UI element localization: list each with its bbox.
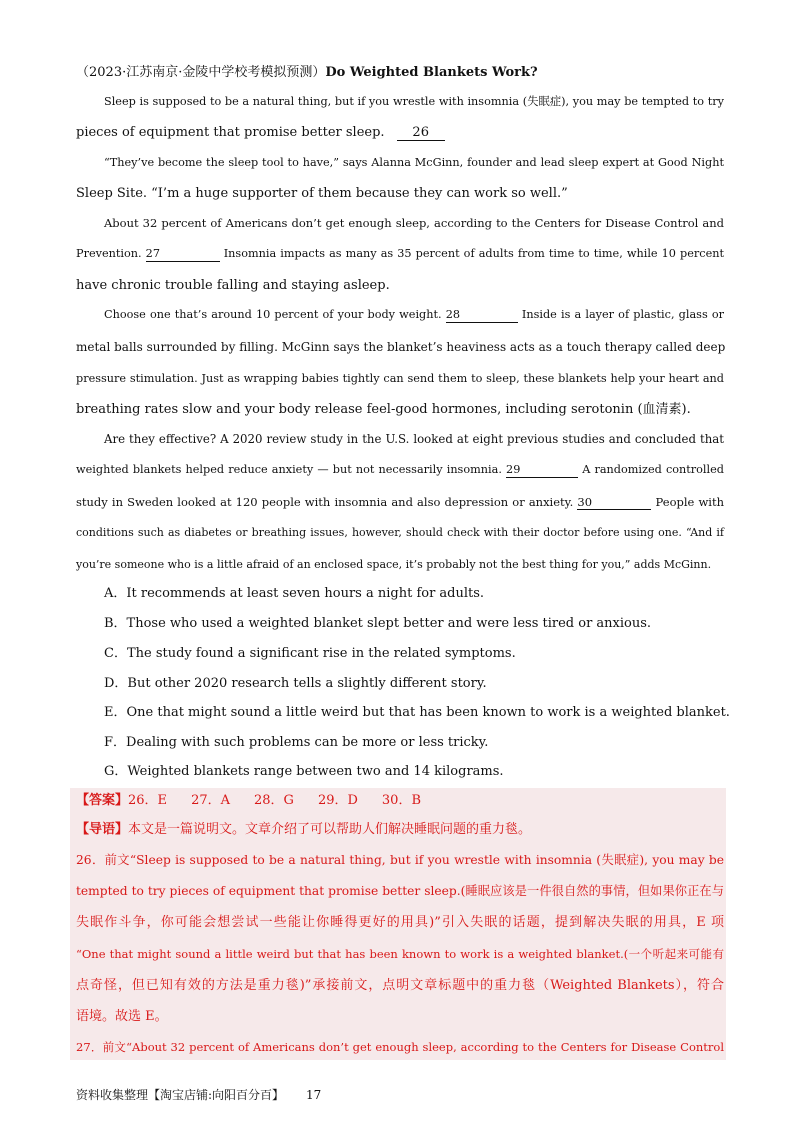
- answer-26: 26．E: [128, 793, 168, 808]
- answer-30: 30．B: [381, 793, 422, 808]
- answer-29: 29．D: [317, 793, 358, 808]
- paragraph-4-line-4: breathing rates slow and your body release feel-good hormones, including serotonin (血清素).: [76, 402, 691, 417]
- paragraph-5-line-2: weighted blankets helped reduce anxiety — but not necessarily insomnia. 29 A randomized controlled: [76, 463, 724, 476]
- explanation-line-3: 失眠作斗争，你可能会想尝试一些能让你睡得更好的用具)”引入失眠的话题，提到解决失眠的用具，E 项: [76, 915, 724, 930]
- passage-title: [76, 64, 724, 82]
- paragraph-5-line-5: you’re someone who is a little afraid of an enclosed space, it’s probably not the best thing for you,” adds McGinn.: [76, 558, 712, 571]
- option-f: F．Dealing with such problems can be more or less tricky.: [104, 735, 489, 750]
- title-heading: Do Weighted Blankets Work?: [325, 65, 538, 80]
- explanation-line-4: “One that might sound a little weird but that has been known to work is a weighted blanket.(一个听起来可能有: [76, 947, 724, 961]
- explanation-line-1: 26．前文“Sleep is supposed to be a natural thing, but if you wrestle with insomnia (失眠症), you may be: [76, 853, 724, 867]
- option-c: C．The study found a significant rise in the related symptoms.: [104, 646, 516, 661]
- paragraph-1-line-2: pieces of equipment that promise better sleep. 26: [76, 124, 724, 142]
- paragraph-4-line-1: Choose one that’s around 10 percent of your body weight. 28 Inside is a layer of plastic, glass or: [104, 308, 725, 321]
- blank-28: 28: [446, 308, 518, 323]
- paragraph-2-line-1: “They’ve become the sleep tool to have,” says Alanna McGinn, founder and lead sleep expert at Good Night: [104, 156, 724, 169]
- answer-27: 27．A: [191, 793, 230, 808]
- title-source: （2023·江苏南京·金陵中学校考模拟预测）: [76, 65, 326, 80]
- paragraph-3-line-2: Prevention. 27 Insomnia impacts as many as 35 percent of adults from time to time, while 10 percent: [76, 247, 725, 260]
- explanation-line-7: 27．前文“About 32 percent of Americans don’t get enough sleep, according to the Centers for Disease Control: [76, 1040, 724, 1054]
- option-a: A．It recommends at least seven hours a night for adults.: [104, 586, 485, 601]
- paragraph-3-line-3: have chronic trouble falling and staying asleep.: [76, 278, 390, 293]
- paragraph-5-line-1: Are they effective? A 2020 review study in the U.S. looked at eight previous studies and concluded that: [104, 432, 724, 446]
- paragraph-2-line-2: Sleep Site. “I’m a huge supporter of them because they can work so well.”: [76, 186, 568, 201]
- option-b: B．Those who used a weighted blanket slept better and were less tired or anxious.: [104, 616, 652, 631]
- page-number: 17: [306, 1088, 322, 1102]
- guide-text: 本文是一篇说明文。文章介绍了可以帮助人们解决睡眠问题的重力毯。: [128, 822, 532, 837]
- paragraph-1-line-1: Sleep is supposed to be a natural thing, but if you wrestle with insomnia (失眠症), you may be tempted to try: [104, 95, 724, 108]
- footer-source: 资料收集整理【淘宝店铺:向阳百分百】: [76, 1088, 285, 1102]
- guide: [76, 821, 724, 839]
- paragraph-4-line-3: pressure stimulation. Just as wrapping babies tightly can send them to sleep, these blankets help your heart and: [76, 372, 724, 385]
- explanation-line-5: 点奇怪，但已知有效的方法是重力毯)”承接前文，点明文章标题中的重力毯（Weighted Blankets），符合: [76, 978, 724, 993]
- page-footer: [76, 1087, 321, 1103]
- guide-label: 【导语】: [76, 822, 129, 837]
- answer-label: 【答案】: [76, 793, 129, 808]
- answer-key: [76, 792, 724, 810]
- option-e: E．One that might sound a little weird but that has been known to work is a weighted blanket.: [104, 705, 730, 720]
- explanation-line-2: tempted to try pieces of equipment that promise better sleep.(睡眠应该是一件很自然的事情，但如果你正在与: [76, 884, 724, 898]
- paragraph-5-line-3: study in Sweden looked at 120 people with insomnia and also depression or anxiety. 30 People with: [76, 495, 725, 509]
- blank-27: 27: [146, 247, 220, 262]
- blank-26: 26: [397, 126, 445, 141]
- explanation-line-6: 语境。故选 E。: [76, 1009, 168, 1024]
- answer-28: 28．G: [254, 793, 294, 808]
- blank-29: 29: [506, 463, 578, 478]
- option-g: G．Weighted blankets range between two and 14 kilograms.: [104, 764, 504, 779]
- paragraph-5-line-4: conditions such as diabetes or breathing issues, however, should check with their doctor before using one. “And if: [76, 526, 724, 539]
- paragraph-3-line-1: About 32 percent of Americans don’t get enough sleep, according to the Centers for Disease Control and: [104, 216, 724, 230]
- option-d: D．But other 2020 research tells a slightly different story.: [104, 676, 487, 691]
- paragraph-4-line-2: metal balls surrounded by filling. McGinn says the blanket’s heaviness acts as a touch therapy called deep: [76, 340, 726, 354]
- blank-30: 30: [577, 495, 651, 510]
